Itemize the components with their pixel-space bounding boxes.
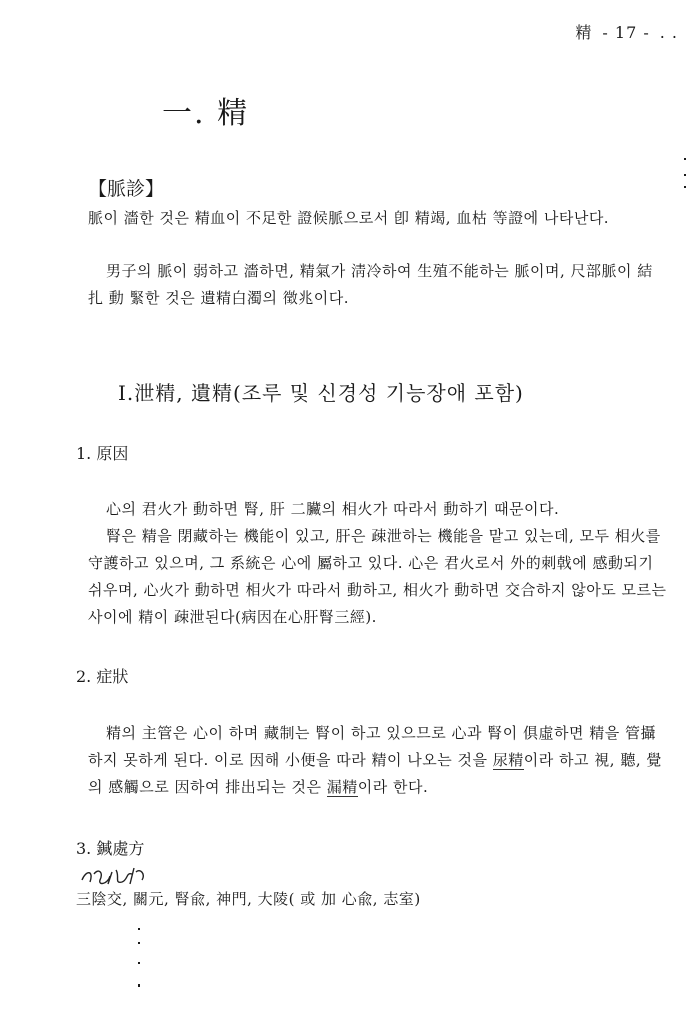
cause-line-1: 心의 君火가 動하면 腎, 肝 二臟의 相火가 따라서 動하기 때문이다. xyxy=(106,500,560,518)
edge-scan-marks xyxy=(684,158,687,198)
scan-dot xyxy=(138,984,140,987)
diagnosis-heading: 【脈診】 xyxy=(88,178,165,200)
cause-paragraph xyxy=(88,496,668,631)
scan-dot xyxy=(138,962,140,964)
page-header xyxy=(575,20,678,43)
term-urine-essence: 尿精 xyxy=(492,751,524,769)
diagnosis-paragraph-1: 脈이 濇한 것은 精血이 不足한 證候脈으로서 卽 精竭, 血枯 等證에 나타난다. xyxy=(88,209,610,227)
symptom-text-c: 이라 한다. xyxy=(357,778,429,796)
scan-dot xyxy=(684,174,686,176)
term-leaking-essence: 漏精 xyxy=(326,778,358,796)
scan-dot xyxy=(138,942,140,944)
header-chapter-char: 精 xyxy=(575,23,593,42)
scan-dot xyxy=(684,186,686,188)
section-title: Ⅰ.泄精, 遺精(조루 및 신경성 기능장애 포함) xyxy=(118,381,524,405)
diagnosis-paragraph-2: 男子의 脈이 弱하고 濇하면, 精氣가 淸冷하여 生殖不能하는 脈이며, 尺部脈이 結 扎 動 緊한 것은 遺精白濁의 徵兆이다. xyxy=(88,262,653,307)
scan-mark-dots xyxy=(138,928,140,998)
symptom-text-b: 이라 하고 視, 聽, 覺의 感觸으로 因하여 排出되는 것은 xyxy=(88,751,662,796)
acupuncture-points: 三陰交, 關元, 腎兪, 神門, 大陵( 或 加 心兪, 志室) xyxy=(76,890,421,908)
symptom-heading: 2. 症狀 xyxy=(76,667,129,686)
cause-heading: 1. 原因 xyxy=(76,444,129,463)
page-number: - 17 - xyxy=(602,23,650,42)
symptom-text-a: 精의 主管은 心이 하며 藏制는 腎이 하고 있으므로 心과 腎이 俱虛하면 精을 管攝하지 못하게 된다. 이로 因해 小便을 따라 精이 나오는 것을 xyxy=(88,724,657,769)
acupuncture-heading: 3. 鍼處方 xyxy=(76,839,145,858)
scan-dot xyxy=(684,158,686,160)
header-trailing-marks: . . xyxy=(659,23,678,42)
cause-line-2: 腎은 精을 閉藏하는 機能이 있고, 肝은 疎泄하는 機能을 맡고 있는데, 모두 相火를 守護하고 있으며, 그 系統은 心에 屬하고 있다. 心은 君火로서 外的刺戟에 感動되기 쉬우며, 心火가 動하면 相火가 따라서 動하고, 相火가 動하면 交合하지 않아도 모르는 사이에 精이 疎泄된다(病因在心肝腎三經). xyxy=(88,527,667,626)
scan-dot xyxy=(138,928,140,930)
chapter-title: 一. 精 xyxy=(162,96,250,131)
handwritten-annotation xyxy=(78,862,158,890)
symptom-paragraph xyxy=(88,720,668,801)
